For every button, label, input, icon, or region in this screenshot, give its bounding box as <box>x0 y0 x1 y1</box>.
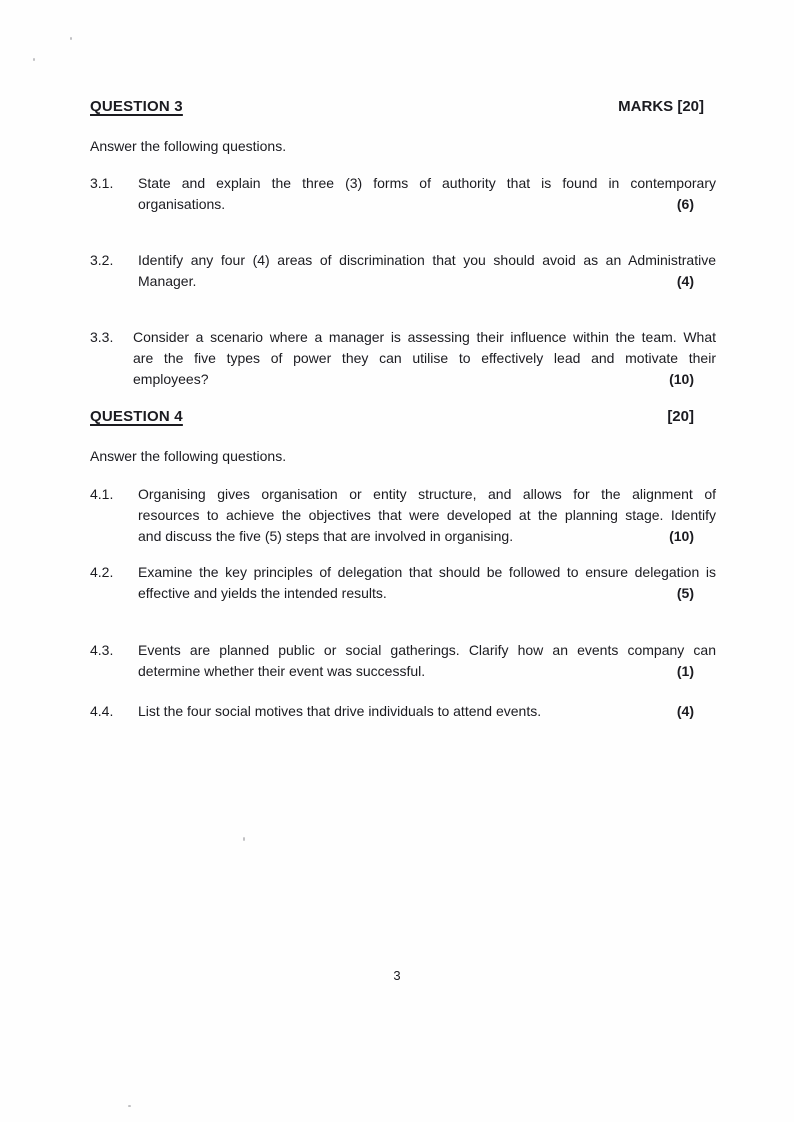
item-number: 4.2. <box>90 564 114 580</box>
question-item-4-1 <box>90 484 716 547</box>
item-body <box>138 484 716 547</box>
item-line-text: Manager. <box>138 273 197 289</box>
question-item-4-3 <box>90 640 716 682</box>
item-number: 3.1. <box>90 175 114 191</box>
question-4-marks-label: [20] <box>667 408 694 425</box>
question-4-intro: Answer the following questions. <box>90 448 287 464</box>
item-last-line <box>138 661 716 682</box>
item-line-text: effective and yields the intended results. <box>138 585 387 601</box>
item-marks: (4) <box>676 273 694 289</box>
item-last-line <box>133 369 716 390</box>
section-question-4 <box>90 406 716 722</box>
item-line-text: organisations. <box>138 196 226 212</box>
question-3-intro: Answer the following questions. <box>90 138 287 154</box>
item-marks: (4) <box>676 703 694 719</box>
item-body <box>138 173 716 215</box>
item-line: are the five types of power they can utilise to effectively lead and motivate their <box>133 350 716 366</box>
item-last-line <box>138 271 716 292</box>
scan-artifact <box>70 37 72 40</box>
item-body <box>138 640 716 682</box>
item-marks: (6) <box>676 196 694 212</box>
item-body <box>133 327 716 390</box>
item-line-text: List the four social motives that drive individuals to attend events. <box>138 703 542 719</box>
question-4-heading-row <box>90 406 716 427</box>
scan-artifact <box>243 837 245 841</box>
item-number: 4.3. <box>90 642 114 658</box>
item-line: State and explain the three (3) forms of authority that is found in contemporary <box>138 175 716 191</box>
scan-artifact <box>128 1105 131 1107</box>
item-body <box>138 250 716 292</box>
item-body <box>138 562 716 604</box>
item-line: resources to achieve the objectives that were developed at the planning stage. Identify <box>138 507 716 523</box>
item-line: Consider a scenario where a manager is assessing their influence within the team. What <box>133 329 716 345</box>
item-number: 3.3. <box>90 329 114 345</box>
item-line: Events are planned public or social gatherings. Clarify how an events company can <box>138 642 716 658</box>
question-3-title: QUESTION 3 <box>90 98 183 115</box>
item-marks: (10) <box>669 528 694 544</box>
item-last-line <box>138 526 716 547</box>
item-marks: (10) <box>669 371 694 387</box>
question-3-marks-label: MARKS [20] <box>618 98 704 115</box>
question-item-3-1 <box>90 173 716 215</box>
item-line-text: determine whether their event was successful. <box>138 663 426 679</box>
item-number: 4.4. <box>90 703 114 719</box>
scan-artifact <box>33 58 35 61</box>
question-4-title: QUESTION 4 <box>90 408 183 425</box>
question-3-heading-row <box>90 96 716 117</box>
item-number: 3.2. <box>90 252 114 268</box>
item-line: Examine the key principles of delegation that should be followed to ensure delegation is <box>138 564 716 580</box>
section-question-3 <box>90 96 716 390</box>
page-number: 3 <box>393 968 401 983</box>
item-last-line <box>138 194 716 215</box>
item-line-text: employees? <box>133 371 209 387</box>
item-last-line <box>138 583 716 604</box>
item-body <box>138 701 716 722</box>
question-item-3-2 <box>90 250 716 292</box>
question-item-4-4 <box>90 701 716 722</box>
item-line: Organising gives organisation or entity structure, and allows for the alignment of <box>138 486 716 502</box>
page-content <box>90 96 716 722</box>
question-item-3-3 <box>90 327 716 390</box>
item-line-text: and discuss the five (5) steps that are involved in organising. <box>138 528 514 544</box>
item-marks: (5) <box>676 585 694 601</box>
item-last-line <box>138 701 716 722</box>
item-line: Identify any four (4) areas of discrimination that you should avoid as an Administrative <box>138 252 716 268</box>
item-number: 4.1. <box>90 486 114 502</box>
question-item-4-2 <box>90 562 716 604</box>
item-marks: (1) <box>676 663 694 679</box>
